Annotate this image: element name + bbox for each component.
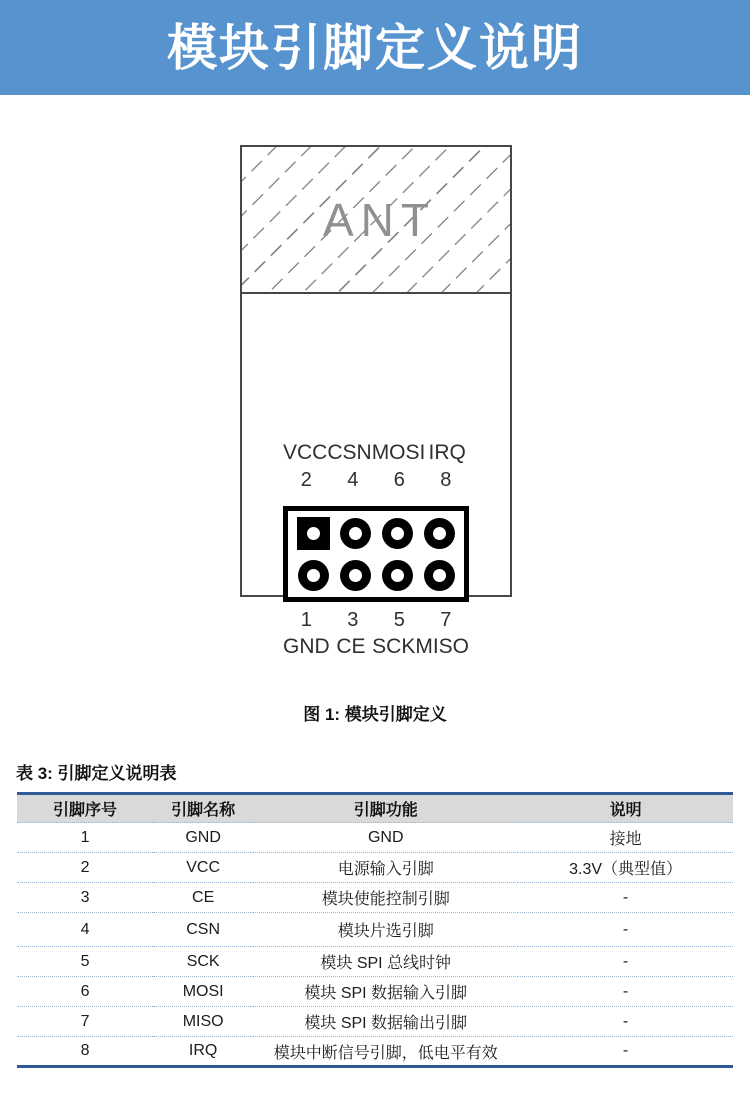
- pin-label-ce: CE: [336, 635, 366, 658]
- table-cell: 3: [17, 883, 153, 913]
- pin-pad-5-sck: [382, 560, 413, 591]
- table-cell: SCK: [153, 947, 253, 977]
- pin-hole: [307, 527, 320, 540]
- table-row: [17, 977, 733, 1007]
- table-row: [17, 853, 733, 883]
- pin-number-3: 3: [347, 609, 359, 631]
- table-cell: IRQ: [153, 1037, 253, 1067]
- pin-label-irq: IRQ: [428, 441, 466, 464]
- table-cell: 模块 SPI 数据输入引脚: [253, 977, 518, 1007]
- table-cell: -: [518, 977, 733, 1007]
- pin-hole: [307, 569, 320, 582]
- table-row: [17, 947, 733, 977]
- pin-number-8: 8: [440, 469, 452, 491]
- table-cell: 电源输入引脚: [253, 853, 518, 883]
- pin-hole: [433, 527, 446, 540]
- figure-caption: 图 1: 模块引脚定义: [303, 705, 447, 724]
- pin-pad-7-miso: [424, 560, 455, 591]
- table-cell: 7: [17, 1007, 153, 1037]
- page-title: 模块引脚定义说明: [167, 19, 583, 76]
- pin-header-connector: [283, 506, 469, 602]
- table-row: [17, 1007, 733, 1037]
- pin-hole: [349, 569, 362, 582]
- pin-label-mosi: MOSI: [371, 441, 426, 464]
- table-cell: 模块中断信号引脚，低电平有效: [253, 1037, 518, 1067]
- table-cell: CSN: [153, 913, 253, 947]
- table-cell: 模块 SPI 总线时钟: [253, 947, 518, 977]
- table-cell: 模块使能控制引脚: [253, 883, 518, 913]
- pin-label-miso: MISO: [415, 635, 469, 658]
- pin-pad-6-mosi: [382, 518, 413, 549]
- table-cell: 8: [17, 1037, 153, 1067]
- pin-number-4: 4: [347, 469, 359, 491]
- top-pin-numbers: [283, 469, 469, 492]
- table-cell: MOSI: [153, 977, 253, 1007]
- column-header: 引脚序号: [17, 794, 153, 823]
- pin-number-1: 1: [300, 609, 312, 631]
- table-cell: -: [518, 883, 733, 913]
- pin-pad-3-ce: [340, 560, 371, 591]
- top-pin-labels: [283, 441, 469, 465]
- pin-pad-1-gnd: [298, 560, 329, 591]
- table-row: [17, 883, 733, 913]
- table-cell: -: [518, 947, 733, 977]
- page-banner: [0, 0, 750, 95]
- pin-definition-figure: [0, 95, 750, 755]
- pin-hole: [349, 527, 362, 540]
- table-cell: 1: [17, 823, 153, 853]
- pin-label-vcc: VCC: [283, 441, 328, 464]
- table-cell: VCC: [153, 853, 253, 883]
- pin-definition-table: [17, 792, 733, 1068]
- antenna-hatched-area: [242, 147, 510, 294]
- table-cell: 6: [17, 977, 153, 1007]
- pin-pad-4-csn: [340, 518, 371, 549]
- table-cell: GND: [253, 823, 518, 853]
- column-header: 引脚名称: [153, 794, 253, 823]
- column-header: 引脚功能: [253, 794, 518, 823]
- table-cell: 接地: [518, 823, 733, 853]
- pin-hole: [433, 569, 446, 582]
- table-cell: 2: [17, 853, 153, 883]
- pin-label-csn: CSN: [327, 441, 372, 464]
- table-cell: MISO: [153, 1007, 253, 1037]
- table-cell: 模块片选引脚: [253, 913, 518, 947]
- table-cell: 4: [17, 913, 153, 947]
- bottom-pin-labels: [283, 635, 469, 659]
- table-title: 表 3: 引脚定义说明表: [16, 764, 177, 783]
- column-header: 说明: [518, 794, 733, 823]
- pin-label-gnd: GND: [283, 635, 330, 658]
- table-row: [17, 1037, 733, 1067]
- pin-pad-8-irq: [424, 518, 455, 549]
- table-row: [17, 913, 733, 947]
- table-cell: -: [518, 1037, 733, 1067]
- table-header-row: [17, 794, 733, 823]
- pin-pad-2-vcc: [297, 517, 330, 550]
- table-cell: -: [518, 1007, 733, 1037]
- bottom-pin-numbers: [283, 609, 469, 632]
- table-cell: 5: [17, 947, 153, 977]
- table-row: [17, 823, 733, 853]
- pin-hole: [391, 527, 404, 540]
- pin-number-7: 7: [440, 609, 452, 631]
- pin-number-6: 6: [393, 469, 405, 491]
- pin-number-5: 5: [393, 609, 405, 631]
- table-cell: -: [518, 913, 733, 947]
- pin-hole: [391, 569, 404, 582]
- pin-label-sck: SCK: [372, 635, 416, 658]
- table-cell: 3.3V（典型值）: [518, 853, 733, 883]
- table-cell: CE: [153, 883, 253, 913]
- pin-number-2: 2: [300, 469, 312, 491]
- table-cell: 模块 SPI 数据输出引脚: [253, 1007, 518, 1037]
- antenna-label: ANT: [323, 193, 436, 246]
- table-cell: GND: [153, 823, 253, 853]
